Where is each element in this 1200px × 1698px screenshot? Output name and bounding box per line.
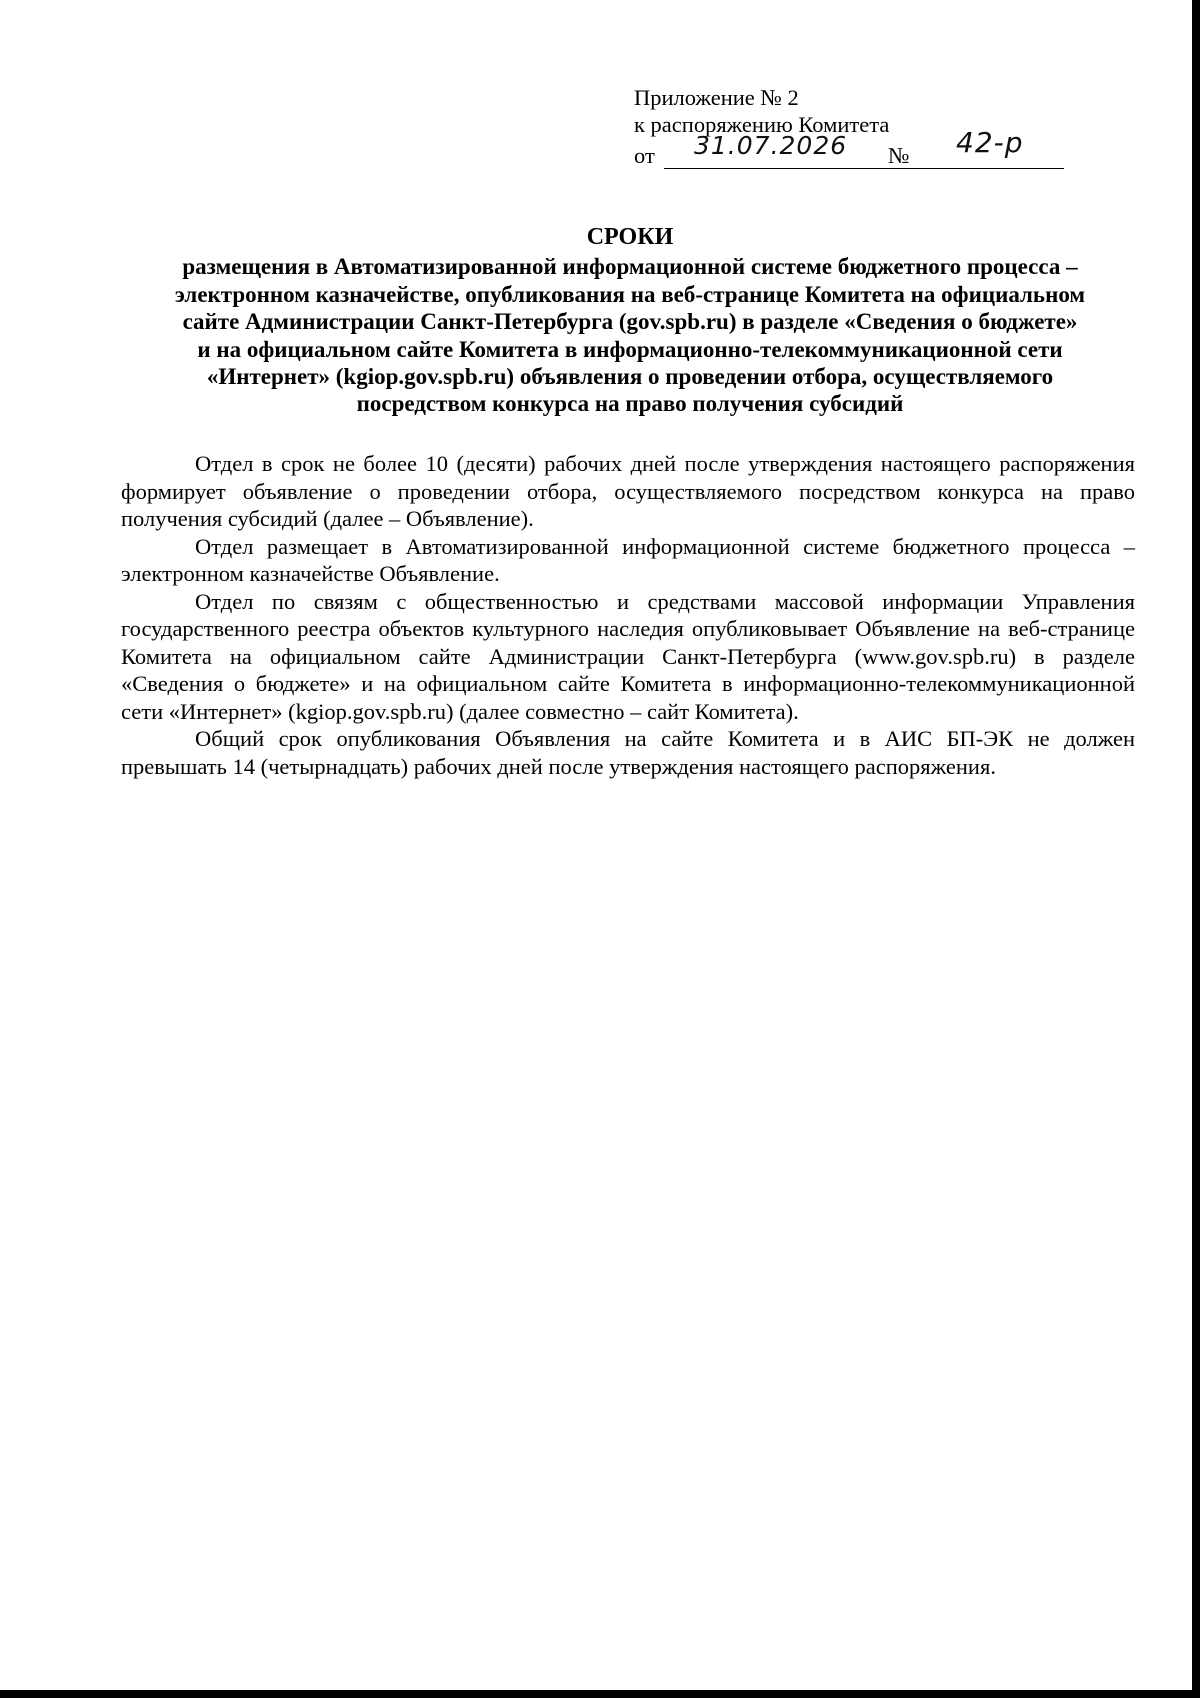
body-paragraph: Общий срок опубликования Объявления на сайте Комитета и в АИС БП-ЭК не должен превышать 14 (четырнадцать) рабочих дней после утверждения настоящего распоряжения. bbox=[121, 726, 1135, 779]
order-number-field bbox=[914, 126, 1064, 169]
scan-border-bottom bbox=[0, 1690, 1200, 1698]
title-line: «Интернет» (kgiop.gov.spb.ru) объявления о проведении отбора, осуществляемого bbox=[206, 364, 1054, 390]
order-details bbox=[634, 126, 1074, 170]
order-date-field bbox=[664, 131, 914, 169]
title-line: посредством конкурса на право получения субсидий bbox=[356, 391, 904, 417]
body-paragraph: Отдел по связям с общественностью и средствами массовой информации Управления государственного реестра объектов культурного наследия опубликовывает Объявление на веб-странице Комитета на официальном сайте Администрации Санкт-Петербурга (www.gov.spb.ru) в разделе «Сведения о бюджете» и на официальном сайте Комитета в информационно-телекоммуникационной сети «Интернет» (kgiop.gov.spb.ru) (далее совместно – сайт Комитета). bbox=[121, 588, 1135, 724]
appendix-reference: к распоряжению Комитета bbox=[634, 112, 890, 137]
appendix-number: Приложение № 2 bbox=[634, 85, 799, 110]
title-line: размещения в Автоматизированной информационной системе бюджетного процесса – bbox=[182, 254, 1078, 280]
body-paragraph: Отдел размещает в Автоматизированной информационной системе бюджетного процесса – электронном казначействе Объявление. bbox=[121, 533, 1135, 586]
title-line: сайте Администрации Санкт-Петербурга (gov.spb.ru) в разделе «Сведения о бюджете» bbox=[182, 309, 1078, 335]
document-title bbox=[120, 224, 1140, 418]
order-number-handwritten: 42-р bbox=[956, 126, 1024, 159]
body-paragraph: Отдел в срок не более 10 (десяти) рабочих дней после утверждения настоящего распоряжения формирует объявление о проведении отбора, осуществляемого посредством конкурса на право получения субсидий (далее – Объявление). bbox=[121, 451, 1135, 531]
order-date-handwritten: 31.07.2026 bbox=[694, 131, 848, 160]
number-label: № bbox=[888, 143, 910, 168]
title-heading: СРОКИ bbox=[586, 224, 674, 250]
from-label: от bbox=[634, 143, 655, 168]
document-body bbox=[121, 450, 1135, 780]
scan-border-right bbox=[1192, 0, 1200, 1698]
title-line: и на официальном сайте Комитета в информационно-телекоммуникационной сети bbox=[197, 336, 1063, 362]
title-line: электронном казначействе, опубликования на веб-странице Комитета на официальном bbox=[174, 281, 1086, 307]
appendix-block bbox=[634, 84, 1074, 170]
